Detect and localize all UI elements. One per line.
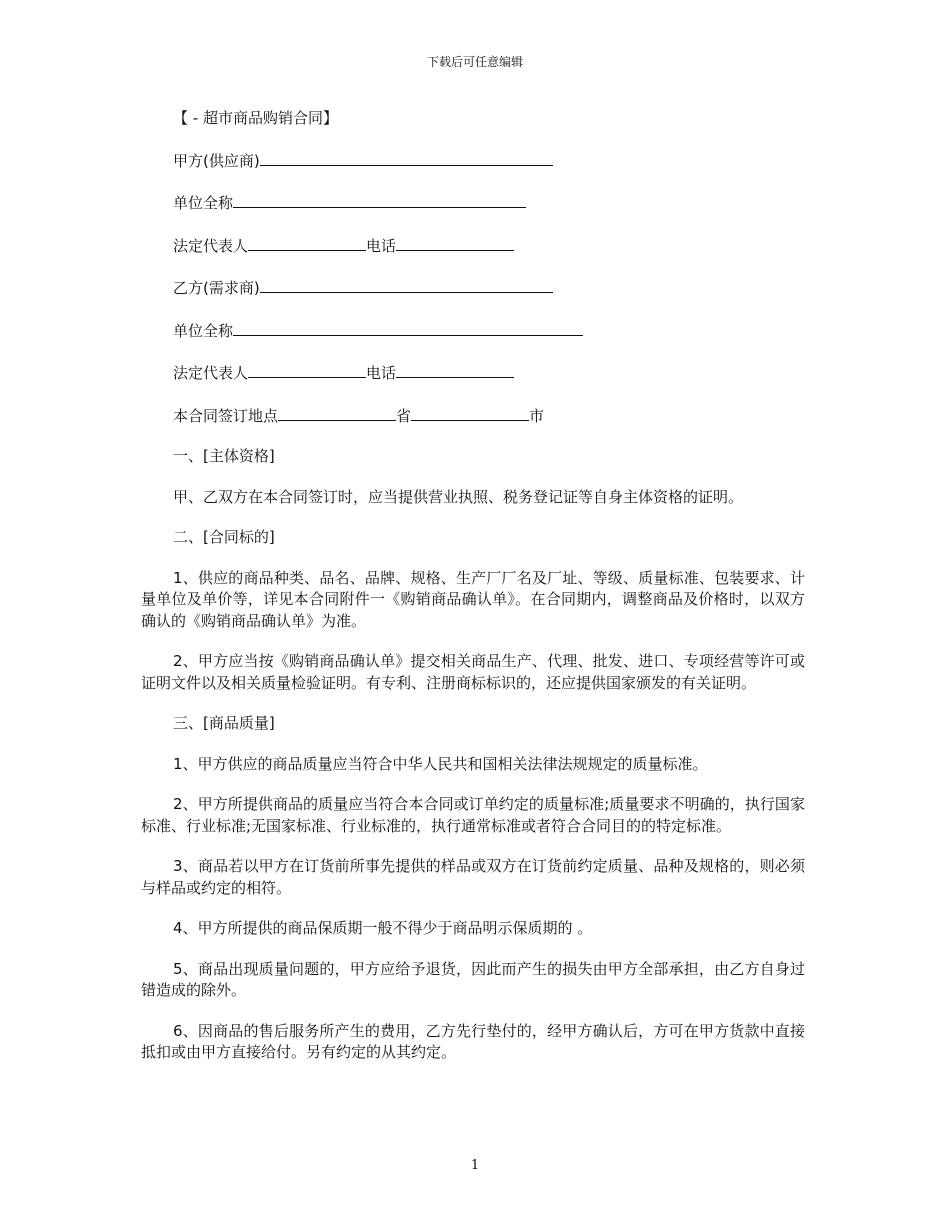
section-2-paragraph-2: 2、甲方应当按《购销商品确认单》提交相关商品生产、代理、批发、进口、专项经营等许可或证明文件以及相关质量检验证明。有专利、注册商标标识的，还应提供国家颁发的有关证明。 <box>141 652 805 692</box>
document-body <box>141 108 805 1083</box>
party-b-phone-blank <box>396 361 514 378</box>
section-1-title: 一、[主体资格] <box>173 447 275 465</box>
party-a-line <box>141 149 805 173</box>
section-3-paragraph-2: 2、甲方所提供商品的质量应当符合本合同或订单约定的质量标准;质量要求不明确的，执行国家标准、行业标准;无国家标准、行业标准的，执行通常标准或者符合合同目的的特定标准。 <box>141 795 805 835</box>
party-a-rep-blank <box>248 234 366 251</box>
party-b-blank <box>260 276 553 293</box>
party-a-unit-label: 单位全称 <box>173 194 234 212</box>
section-3-title: 三、[商品质量] <box>173 714 275 732</box>
party-a-label: 甲方(供应商) <box>173 151 260 170</box>
section-2-title: 二、[合同标的] <box>173 528 275 546</box>
province-blank <box>278 404 396 421</box>
party-b-label: 乙方(需求商) <box>173 279 260 297</box>
party-a-rep-line <box>141 234 805 258</box>
signing-place-line <box>141 404 805 428</box>
signing-place-label: 本合同签订地点 <box>173 406 279 425</box>
section-2-paragraph-1: 1、供应的商品种类、品名、品牌、规格、生产厂厂名及厂址、等级、质量标准、包装要求、计量单位及单价等，详见本合同附件一《购销商品确认单》。在合同期内，调整商品及价格时，以双方确认的《购销商品确认单》为准。 <box>141 568 805 630</box>
province-label: 省 <box>396 406 412 425</box>
party-a-unit-line <box>141 191 805 215</box>
section-3-paragraph-5: 5、商品出现质量问题的，甲方应给予退货，因此而产生的损失由甲方全部承担，由乙方自身过错造成的除外。 <box>141 959 805 999</box>
party-a-unit-blank <box>233 191 526 208</box>
party-b-phone-label: 电话 <box>366 364 397 382</box>
section-3-paragraph-3: 3、商品若以甲方在订货前所事先提供的样品或双方在订货前约定质量、品种及规格的，则必须与样品或约定的相符。 <box>141 857 805 897</box>
party-a-phone-blank <box>396 234 514 251</box>
section-3-paragraph-4: 4、甲方所提供的商品保质期一般不得少于商品明示保质期的 。 <box>173 919 593 937</box>
city-label: 市 <box>529 406 545 425</box>
party-b-unit-blank <box>233 319 583 336</box>
party-b-unit-label: 单位全称 <box>173 321 234 340</box>
section-3-paragraph-6: 6、因商品的售后服务所产生的费用，乙方先行垫付的，经甲方确认后，方可在甲方货款中直接抵扣或由甲方直接给付。另有约定的从其约定。 <box>141 1021 805 1061</box>
page-number: 1 <box>470 1158 480 1173</box>
party-a-phone-label: 电话 <box>366 236 397 255</box>
party-b-line <box>141 276 805 300</box>
section-3-paragraph-1: 1、甲方供应的商品质量应当符合中华人民共和国相关法律法规规定的质量标准。 <box>173 754 708 773</box>
party-a-blank <box>260 149 553 166</box>
party-b-rep-blank <box>248 361 366 378</box>
city-blank <box>411 404 529 421</box>
document-title: 【 - 超市商品购销合同】 <box>173 109 338 127</box>
party-b-unit-line <box>141 319 805 343</box>
party-a-rep-label: 法定代表人 <box>173 236 249 255</box>
section-1-paragraph-1: 甲、乙双方在本合同签订时，应当提供营业执照、税务登记证等自身主体资格的证明。 <box>173 487 744 506</box>
party-b-rep-label: 法定代表人 <box>173 364 249 382</box>
party-b-rep-line <box>141 361 805 385</box>
page-header: 下载后可任意编辑 <box>426 55 523 69</box>
